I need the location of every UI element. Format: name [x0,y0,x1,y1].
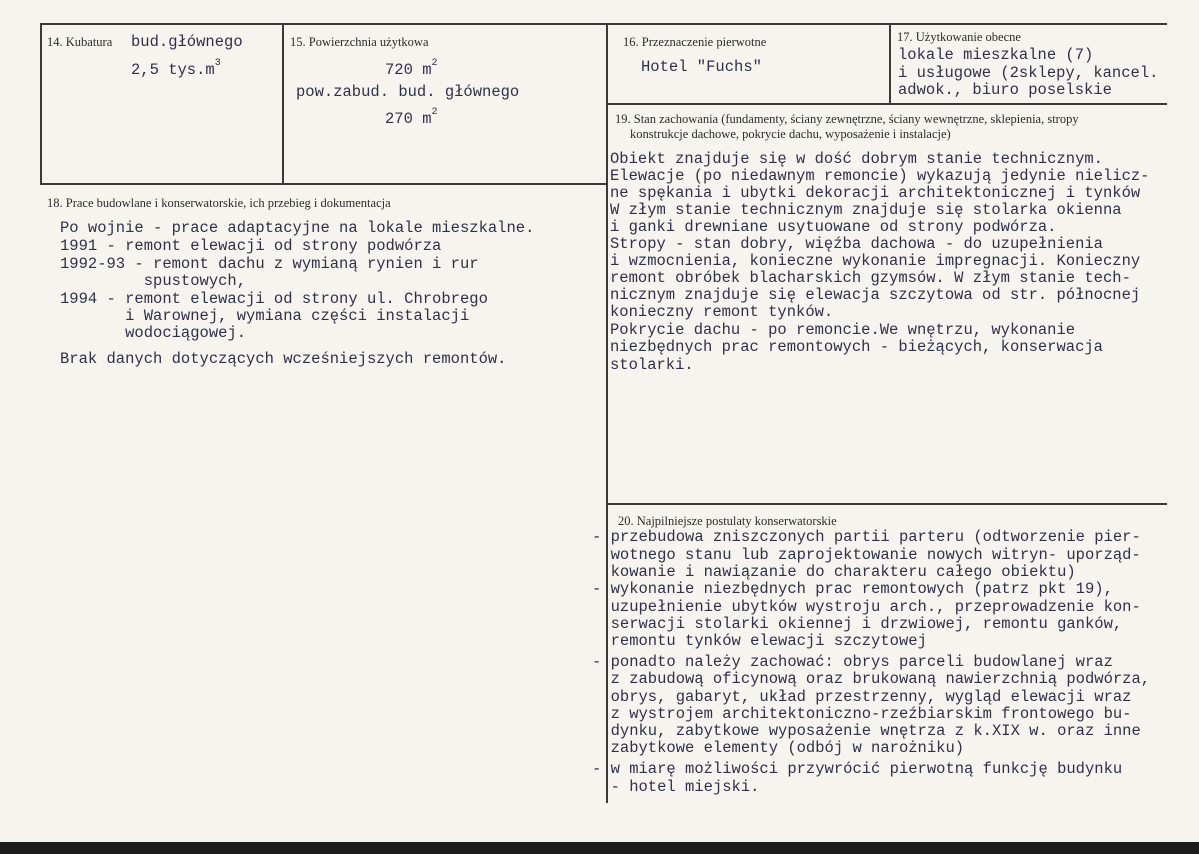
field19-line: i wzmocnienia, konieczne wykonanie impregnacji. Konieczny [610,252,1141,270]
field19-line: Stropy - stan dobry, więźba dachowa - do uzupełnienia [610,235,1103,253]
field14-line1: bud.głównego [131,33,243,51]
field18-line: 1994 - remont elewacji od strony ul. Chrobrego [60,290,488,308]
field18-line: Brak danych dotyczących wcześniejszych remontów. [60,350,507,368]
field19-line: Obiekt znajduje się w dość dobrym stanie technicznym. [610,150,1103,168]
field20-line: remontu tynków elewacji szczytowej [592,632,927,650]
field20-line: z zabudową oficynową oraz brukowaną nawierzchnią podwórza, [592,670,1151,688]
field17-line: i usługowe (2sklepy, kancel. [898,64,1159,82]
field18-line: 1991 - remont elewacji od strony podwórza [60,237,442,255]
field19-line: niezbędnych prac remontowych - bieżących, konserwacja [610,338,1103,356]
field19-line: stolarki. [610,356,694,374]
field18-line: spustowych, [60,272,247,290]
field20-line: wotnego stanu lub zaprojektowanie nowych witryn- uporząd- [592,546,1141,564]
field20-line: kowanie i nawiązanie do charakteru całego obiektu) [592,563,1076,581]
field20-line: uzupełnienie ubytków wystroju arch., przeprowadzenie kon- [592,598,1141,616]
field20-line: - hotel miejski. [592,778,760,796]
field19-line: W złym stanie technicznym znajduje się stolarka okienna [610,201,1122,219]
field20-line: - w miarę możliwości przywrócić pierwotną funkcję budynku [592,760,1123,778]
field18-line: i Warownej, wymiana części instalacji [60,307,470,325]
field17-line: lokale mieszkalne (7) [898,46,1094,64]
field15-area-value: 720 $m^2$ [385,58,438,80]
divider-14-15 [282,23,284,183]
left-border [40,23,42,183]
field20-line: serwacji stolarki okiennej i drzwiowej, remontu ganków, [592,615,1123,633]
field16-label: 16. Przeznaczenie pierwotne [623,35,767,49]
field19-bottom [606,503,1167,505]
field18-line: wodociągowej. [60,324,247,342]
field18-label: 18. Prace budowlane i konserwatorskie, ich przebieg i dokumentacja [47,196,391,210]
field20-line: obrys, gabaryt, układ przestrzenny, wygląd elewacji wraz [592,688,1132,706]
field19-line: Pokrycie dachu - po remoncie.We wnętrzu, wykonanie [610,321,1076,339]
field19-line: remont obróbek blacharskich gzymsów. W złym stanie tech- [610,269,1131,287]
field18-line: Po wojnie - prace adaptacyjne na lokale mieszkalne. [60,219,535,237]
top-border [40,23,1167,25]
field20-line: zabytkowe elementy (odbój w narożniku) [592,739,965,757]
row1-bottom-right [606,103,1167,105]
field20-line: - ponadto należy zachować: obrys parceli budowlanej wraz [592,653,1113,671]
field16-value: Hotel "Fuchs" [641,58,762,76]
field14-line2: 2,5 $tys.m^3$ [131,58,221,80]
field20-line: dynku, zabytkowe wyposażenie wnętrza z k.XIX w. oraz inne [592,722,1141,740]
field19-line: ne spękania i ubytki dekoracji architektonicznej i tynków [610,184,1141,202]
divider-16-17 [889,23,891,103]
field19-label-line2: konstrukcje dachowe, pokrycie dachu, wyposażenie i instalacje) [630,127,951,141]
field20-label: 20. Najpilniejsze postulaty konserwatorskie [618,514,837,528]
field20-line: - wykonanie niezbędnych prac remontowych (patrz pkt 19), [592,580,1113,598]
field19-label-line1: 19. Stan zachowania (fundamenty, ściany zewnętrzne, ściany wewnętrzne, sklepienia, stropy [615,112,1079,126]
field17-label: 17. Użytkowanie obecne [897,30,1021,44]
field14-label: 14. Kubatura [47,35,113,49]
field19-line: i ganki drewniane usytuowane od strony podwórza. [610,218,1057,236]
field18-line: 1992-93 - remont dachu z wymianą rynien i rur [60,255,479,273]
field19-line: Elewacje (po niedawnym remoncie) wykazują jedynie nielicz- [610,167,1150,185]
field15-built-value: 270 $m^2$ [385,107,438,129]
field19-line: nicznym znajduje się elewacja szczytowa od str. północnej [610,286,1141,304]
field20-line: z wystrojem architektoniczno-rzeźbiarskim frontowego bu- [592,705,1132,723]
field20-line: - przebudowa zniszczonych partii parteru (odtworzenie pier- [592,528,1141,546]
row1-bottom-left [40,183,607,185]
field17-line: adwok., biuro poselskie [898,81,1112,99]
field15-label: 15. Powierzchnia użytkowa [290,35,429,49]
field19-line: konieczny remont tynków. [610,303,834,321]
field15-built-label: pow.zabud. bud. głównego [296,83,520,101]
scan-edge [0,842,1199,854]
